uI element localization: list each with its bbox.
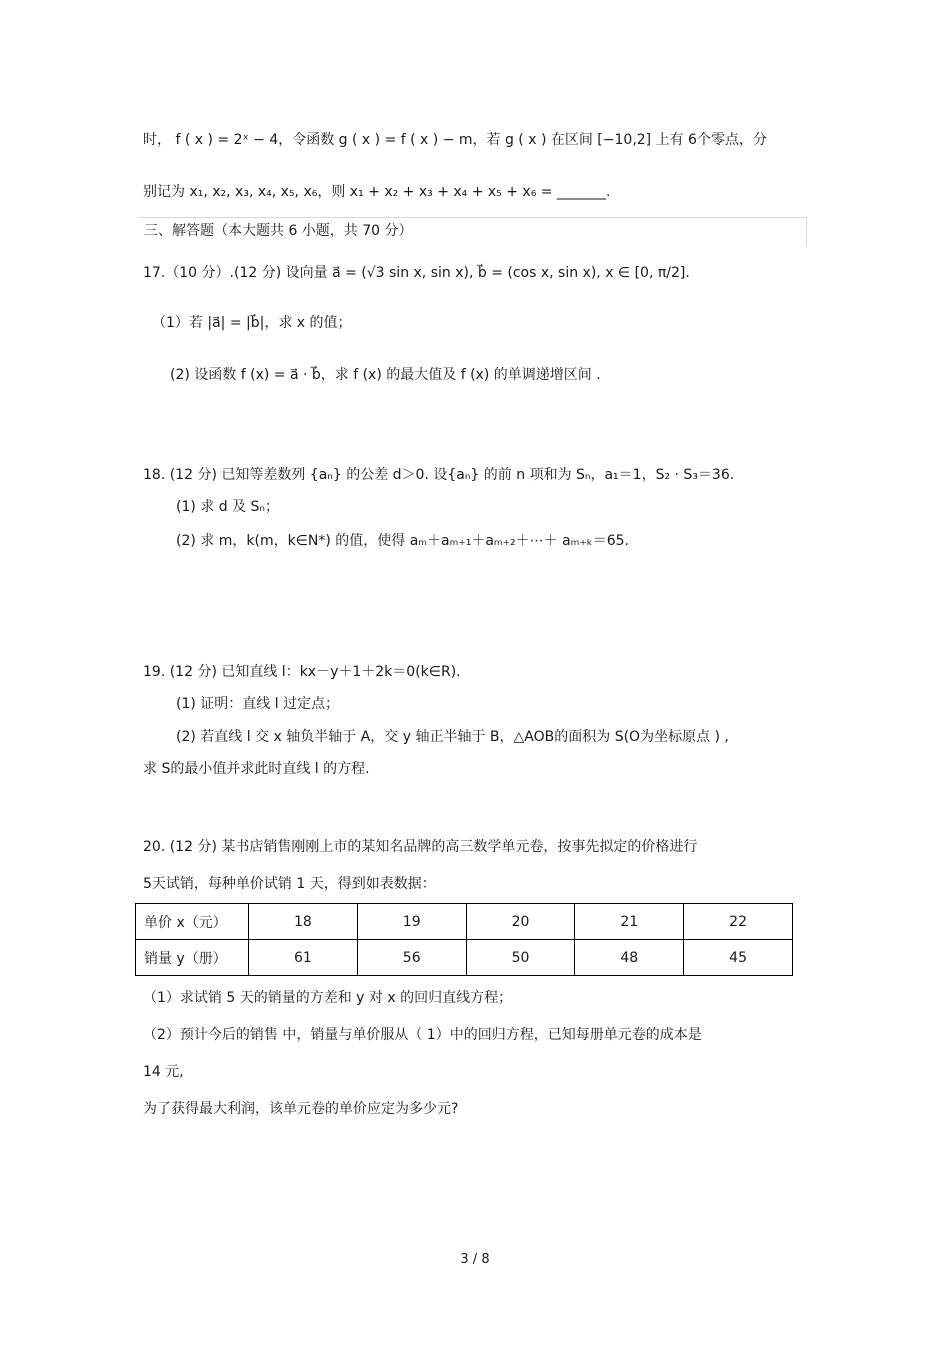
table-cell: 50 <box>466 940 575 976</box>
table-cell: 21 <box>575 904 684 940</box>
q18-part1: (1) 求 d 及 Sₙ； <box>176 499 279 515</box>
q19-part2: (2) 若直线 l 交 x 轴负半轴于 A，交 y 轴正半轴于 B，△AOB的面积为 S(O为坐标原点 ) , <box>176 729 729 745</box>
table-cell: 61 <box>249 940 358 976</box>
table-cell: 20 <box>466 904 575 940</box>
section-title: 三、解答题（本大题共 6 小题，共 70 分） <box>144 223 413 239</box>
table-cell: 45 <box>684 940 793 976</box>
table-row <box>136 904 793 940</box>
q17-stem: 17.（10 分）.(12 分) 设向量 a⃗ = (√3 sin x, sin x), b⃗ = (cos x, sin x), x ∈ [0, π/2]. <box>143 265 690 281</box>
q19-part2-cont: 求 S的最小值并求此时直线 l 的方程. <box>143 761 370 777</box>
table-row-label: 单价 x（元） <box>136 904 249 940</box>
table-row-label: 销量 y（册） <box>136 940 249 976</box>
text-line-2: 别记为 x₁, x₂, x₃, x₄, x₅, x₆，则 x₁ + x₂ + x₃ + x₄ + x₅ + x₆ = _______. <box>143 184 611 200</box>
q20-part2-cont: 14 元, <box>143 1064 184 1080</box>
q19-part1: (1) 证明：直线 l 过定点； <box>176 696 340 712</box>
q17-part2: (2) 设函数 f (x) = a⃗ · b⃗，求 f (x) 的最大值及 f (x) 的单调递增区间 . <box>170 367 601 383</box>
q19-stem: 19. (12 分) 已知直线 l：kx－y＋1＋2k＝0(k∈R). <box>143 664 461 680</box>
table-cell: 48 <box>575 940 684 976</box>
q18-stem: 18. (12 分) 已知等差数列 {aₙ} 的公差 d＞0. 设{aₙ} 的前 n 项和为 Sₙ，a₁＝1，S₂ · S₃＝36. <box>143 467 735 483</box>
text-line-1: 时， f ( x ) = 2ˣ − 4，令函数 g ( x ) = f ( x ) − m，若 g ( x ) 在区间 [−10,2] 上有 6个零点，分 <box>143 132 767 148</box>
section-header-box <box>138 217 807 246</box>
q20-part1: （1）求试销 5 天的销量的方差和 y 对 x 的回归直线方程； <box>143 990 513 1006</box>
q20-part2: （2）预计今后的销售 中，销量与单价服从（ 1）中的回归方程，已知每册单元卷的成本是 <box>143 1027 702 1043</box>
page-number: 3 / 8 <box>460 1252 490 1267</box>
q17-part1: （1）若 |a⃗| = |b⃗|，求 x 的值； <box>152 315 352 331</box>
q20-stem-cont: 5天试销，每种单价试销 1 天，得到如表数据： <box>143 876 436 892</box>
table-cell: 18 <box>249 904 358 940</box>
sales-table <box>135 903 793 976</box>
table-row <box>136 940 793 976</box>
q20-part2-cont2: 为了获得最大利润，该单元卷的单价应定为多少元? <box>143 1101 459 1117</box>
table-cell: 56 <box>357 940 466 976</box>
q18-part2: (2) 求 m，k(m，k∈N*) 的值，使得 aₘ＋aₘ₊₁＋aₘ₊₂＋⋯＋ aₘ₊ₖ＝65. <box>176 533 629 549</box>
q20-stem: 20. (12 分) 某书店销售刚刚上市的某知名品牌的高三数学单元卷，按事先拟定的价格进行 <box>143 839 698 855</box>
table-cell: 22 <box>684 904 793 940</box>
table-cell: 19 <box>357 904 466 940</box>
